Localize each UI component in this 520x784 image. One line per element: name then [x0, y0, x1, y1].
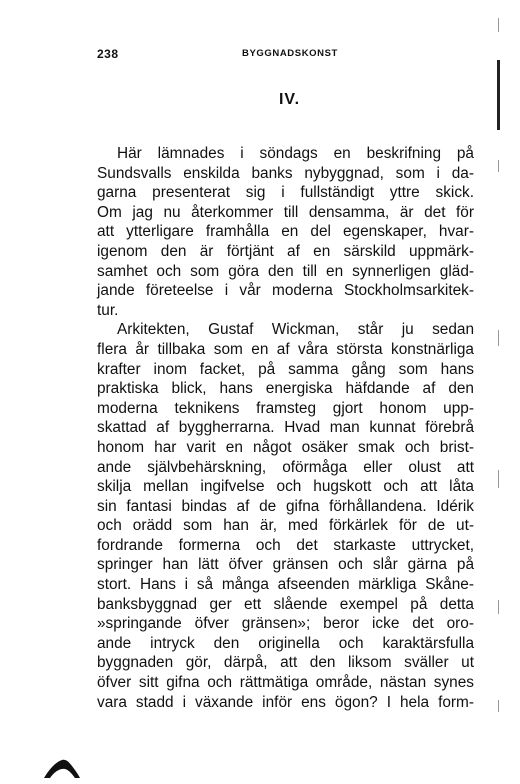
text-line: öfver sitt gifna och rättmätiga område, nästan synes [97, 674, 474, 692]
chapter-heading: IV. [278, 91, 301, 108]
text-line: samhet och som göra den till en synnerligen gläd- [97, 262, 474, 280]
text-line: tur. [97, 301, 119, 319]
running-head: BYGGNADSKONST [242, 48, 338, 59]
text-line: moderna teknikens framsteg gjort honom upp- [97, 399, 474, 417]
text-line: byggnaden gör, därpå, att den liksom sväller ut [97, 654, 474, 672]
text-line: Om jag nu återkommer till densamma, är det för [97, 203, 474, 221]
text-line: sin fantasi bindas af de gifna förhållandena. Idérik [97, 497, 474, 515]
text-line: ande intryck den originella och karaktärsfulla [97, 634, 474, 652]
text-line: skattad af byggherrarna. Hvad man kunnat förebrå [97, 419, 474, 437]
binding-edge-mark [498, 600, 499, 614]
binding-edge-mark [497, 60, 500, 130]
text-line: banksbyggnad ger ett slående exempel på detta [97, 595, 474, 613]
page-number: 238 [97, 47, 119, 61]
text-line: fordrande formerna och det starkaste uttrycket, [97, 536, 474, 554]
text-line: »springande öfver gränsen»; beror icke det oro- [97, 615, 474, 633]
body-text [97, 144, 474, 712]
text-line: Sundsvalls enskilda banks nybyggnad, som i da- [97, 164, 474, 182]
text-line: krafter inom facket, på samma gång som hans [97, 360, 474, 378]
text-line: flera år tillbaka som en af våra största konstnärliga [97, 340, 474, 358]
scan-artifact-icon [42, 756, 82, 780]
text-line: ande självbehärskning, oförmåga eller olust att [97, 458, 474, 476]
text-line: praktiska blick, hans energiska häfdande af den [97, 380, 474, 398]
binding-edge-mark [498, 18, 499, 32]
text-line: Arkitekten, Gustaf Wickman, står ju sedan [117, 321, 474, 339]
binding-edge-mark [498, 160, 499, 172]
text-line: springer han lätt öfver gränsen och slår gärna på [97, 556, 474, 574]
text-line: och orädd som han är, med förkärlek för de ut- [97, 517, 474, 535]
text-line: jande företeelse i vår moderna Stockholmsarkitek- [97, 282, 474, 300]
text-line: vara stadd i växande inför ens ögon? I hela form- [97, 693, 474, 711]
text-line: skilja mellan ingifvelse och hugskott och att låta [97, 478, 474, 496]
text-line: att ytterligare framhålla en del egenskaper, hvar- [97, 223, 474, 241]
binding-edge-mark [498, 700, 499, 712]
text-line: garna presenterat sig i fullständigt yttre skick. [97, 184, 474, 202]
text-line: honom har varit en något osäker smak och brist- [97, 438, 474, 456]
binding-edge-mark [498, 330, 499, 346]
binding-edge-mark [498, 470, 499, 488]
text-line: stort. Hans i så många afseenden märkliga Skåne- [97, 576, 474, 594]
text-line: Här lämnades i söndags en beskrifning på [117, 145, 474, 162]
text-line: igenom den är förtjänt af en särskild uppmärk- [97, 242, 474, 260]
